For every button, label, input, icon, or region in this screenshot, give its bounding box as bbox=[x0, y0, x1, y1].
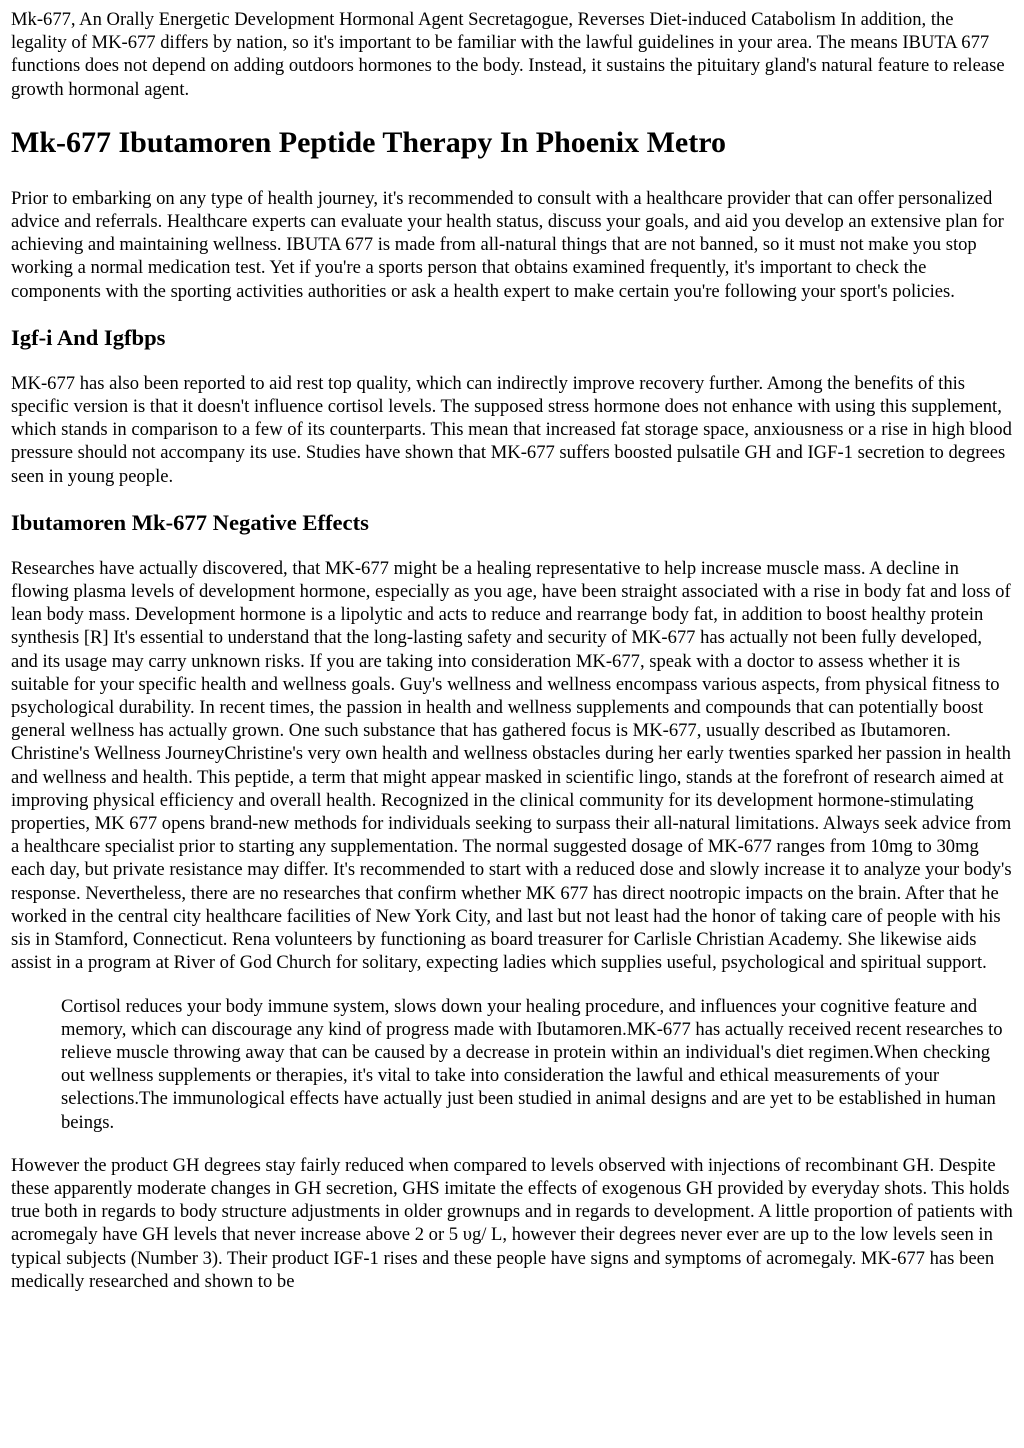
intro-paragraph: Mk-677, An Orally Energetic Development Hormonal Agent Secretagogue, Reverses Diet-induced Catabolism In addition, the legality of MK-677 differs by nation, so it's important to be familiar with the lawful guidelines in your area. The means IBUTA 677 functions does not depend on adding outdoors hormones to the body. Instead, it sustains the pituitary gland's natural feature to release growth hormonal agent. bbox=[11, 9, 1005, 100]
page-title: Mk-677 Ibutamoren Peptide Therapy In Phoenix Metro bbox=[11, 125, 727, 159]
body-paragraph: Researches have actually discovered, that MK-677 might be a healing representative to help increase muscle mass. A decline in flowing plasma levels of development hormone, especially as you age, have been straight associated with a rise in body fat and loss of lean body mass. Development hormone is a lipolytic and acts to reduce and rearrange body fat, in addition to boost healthy protein synthesis [R] It's essential to understand that the long-lasting safety and security of MK-677 has actually not been fully developed, and its usage may carry unknown risks. If you are taking into consideration MK-677, speak with a doctor to assess whether it is suitable for your specific health and wellness goals. Guy's wellness and wellness encompass various aspects, from physical fitness to psychological durability. In recent times, the passion in health and wellness supplements and compounds that can potentially boost general wellness has actually grown. One such substance that has gathered focus is MK-677, usually described as Ibutamoren. Christine's Wellness JourneyChristine's very own health and wellness obstacles during her early twenties sparked her passion in health and wellness and health. This peptide, a term that might appear masked in scientific lingo, stands at the forefront of research aimed at improving physical efficiency and overall health. Recognized in the clinical community for its development hormone-stimulating properties, MK 677 opens brand-new methods for individuals seeking to surpass their all-natural limitations. Always seek advice from a healthcare specialist prior to starting any supplementation. The normal suggested dosage of MK-677 ranges from 10mg to 30mg each day, but private resistance may differ. It's recommended to start with a reduced dose and slowly increase it to analyze your body's response. Nevertheless, there are no researches that confirm whether MK 677 has direct nootropic impacts on the brain. After that he worked in the central city healthcare facilities of New York City, and last but not least had the honor of taking care of people with his sis in Stamford, Connecticut. Rena volunteers by functioning as board treasurer for Carlisle Christian Academy. She likewise aids assist in a program at River of God Church for solitary, expecting ladies which supplies useful, psychological and spiritual support. bbox=[11, 557, 1012, 974]
quote-text: Cortisol reduces your body immune system, slows down your healing procedure, and influences your cognitive feature and memory, which can discourage any kind of progress made with Ibutamoren.MK-677 has actually received recent researches to relieve muscle throwing away that can be caused by a decrease in protein within an individual's diet regimen.When checking out wellness supplements or therapies, it's vital to take into consideration the lawful and ethical measurements of your selections.The immunological effects have actually just been studied in animal designs and are yet to be established in human beings. bbox=[61, 995, 1003, 1133]
section-heading-negative-effects: Ibutamoren Mk-677 Negative Effects bbox=[11, 509, 369, 535]
body-paragraph: MK-677 has also been reported to aid rest top quality, which can indirectly improve recovery further. Among the benefits of this specific version is that it doesn't influence cortisol levels. The supposed stress hormone does not enhance with using this supplement, which stands in comparison to a few of its counterparts. This mean that increased fat storage space, anxiousness or a rise in high blood pressure should not accompany its use. Studies have shown that MK-677 suffers boosted pulsatile GH and IGF-1 secretion to degrees seen in young people. bbox=[11, 372, 1012, 487]
section-heading-igf: Igf-i And Igfbps bbox=[11, 324, 166, 350]
blockquote bbox=[61, 995, 1013, 1134]
body-paragraph: Prior to embarking on any type of health journey, it's recommended to consult with a healthcare provider that can offer personalized advice and referrals. Healthcare experts can evaluate your health status, discuss your goals, and aid you develop an extensive plan for achieving and maintaining wellness. IBUTA 677 is made from all-natural things that are not banned, so it must not make you stop working a normal medication test. Yet if you're a sports person that obtains examined frequently, it's important to check the components with the sporting activities authorities or ask a health expert to make certain you're following your sport's policies. bbox=[11, 187, 1004, 302]
body-paragraph: However the product GH degrees stay fairly reduced when compared to levels observed with injections of recombinant GH. Despite these apparently moderate changes in GH secretion, GHS imitate the effects of exogenous GH provided by everyday shots. This holds true both in regards to body structure adjustments in older grownups and in regards to development. A little proportion of patients with acromegaly have GH levels that never increase above 2 or 5 υg/ L, however their degrees never ever are up to the low levels seen in typical subjects (Number 3). Their product IGF-1 rises and these people have signs and symptoms of acromegaly. MK-677 has been medically researched and shown to be bbox=[11, 1154, 1013, 1292]
